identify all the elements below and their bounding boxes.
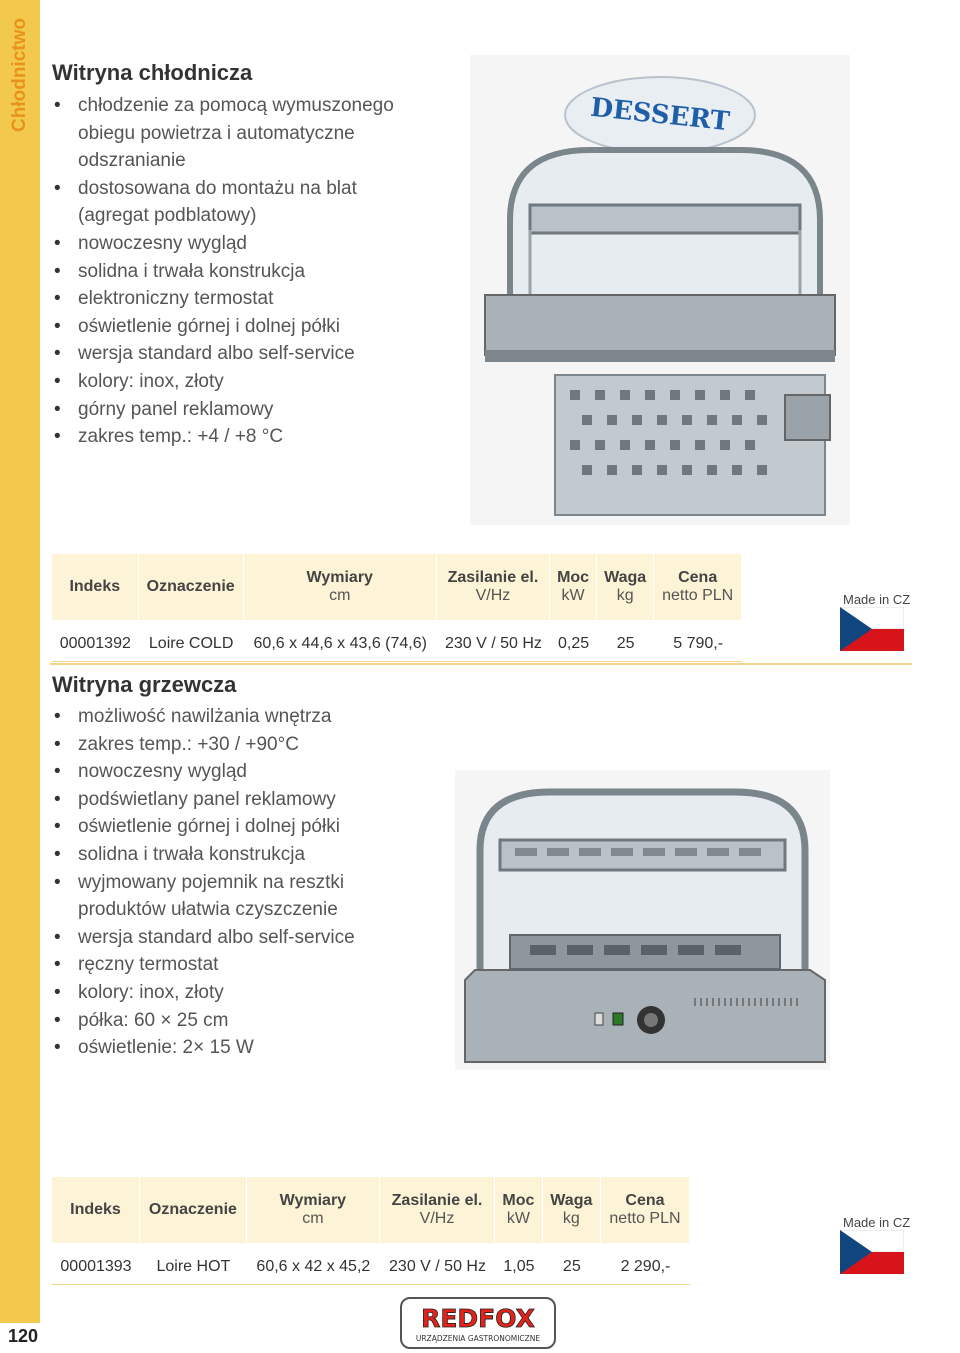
product-title: Witryna chłodnicza [52,60,253,85]
table-cell: 1,05 [495,1243,543,1285]
heated-display-case-image [455,770,830,1070]
dessert-sign: DESSERT [588,92,732,138]
table-cell: 5 790,- [654,620,742,662]
table-cell: 230 V / 50 Hz [380,1243,495,1285]
table-cell: Loire COLD [139,620,244,662]
feature-item: • możliwość nawilżania wnętrza [52,703,392,731]
table-cell: Loire HOT [140,1243,247,1285]
feature-item: • wersja standard albo self-service [52,340,412,368]
table-header-row [52,554,742,620]
table-row [52,620,742,662]
feature-item: • ręczny termostat [52,951,392,979]
made-in-label: Made in CZ [843,1215,911,1230]
section-tab-label: Chłodnictwo [9,18,30,132]
column-header: Moc kW [495,1177,543,1243]
feature-item: • oświetlenie górnej i dolnej półki [52,813,392,841]
table-cell: 00001393 [52,1243,140,1285]
logo-brand: REDFOX [421,1304,535,1333]
table-cell: 60,6 x 44,6 x 43,6 (74,6) [244,620,437,662]
feature-item: • kolory: inox, złoty [52,368,412,396]
czech-flag-icon [840,607,904,651]
feature-item: • nowoczesny wygląd [52,758,392,786]
table-cell: 25 [543,1243,601,1285]
feature-item: • kolory: inox, złoty [52,979,392,1007]
feature-item: • zakres temp.: +30 / +90°C [52,731,392,759]
column-header: Oznaczenie [139,554,244,620]
feature-item: • nowoczesny wygląd [52,230,412,258]
made-in-label: Made in CZ [843,592,911,607]
product-title: Witryna grzewcza [52,672,237,697]
czech-flag-icon [840,1230,904,1274]
feature-item: • dostosowana do montażu na blat (agregat podblatowy) [52,175,412,230]
section-divider [50,663,912,665]
feature-item: • zakres temp.: +4 / +8 °C [52,423,412,451]
spec-table [52,554,742,662]
table-cell: 2 290,- [601,1243,690,1285]
table-row [52,1243,690,1285]
column-header: Indeks [52,1177,140,1243]
redfox-logo [400,1297,556,1349]
feature-item: • solidna i trwała konstrukcja [52,841,392,869]
section-tab [0,0,40,1323]
feature-item: • oświetlenie górnej i dolnej półki [52,313,412,341]
table-cell: 230 V / 50 Hz [437,620,550,662]
column-header: Waga kg [543,1177,601,1243]
feature-item: • elektroniczny termostat [52,285,412,313]
column-header: Zasilanie el. V/Hz [437,554,550,620]
spec-table [52,1177,690,1285]
feature-item: • oświetlenie: 2× 15 W [52,1034,392,1062]
feature-list [52,703,392,1062]
column-header: Waga kg [597,554,654,620]
feature-item: • wersja standard albo self-service [52,924,392,952]
table-cell: 0,25 [550,620,597,662]
column-header: Wymiary cm [247,1177,380,1243]
page-number: 120 [8,1326,39,1346]
column-header: Cena netto PLN [601,1177,690,1243]
column-header: Indeks [52,554,139,620]
cooling-display-case-image [470,55,850,525]
table-cell: 25 [597,620,654,662]
feature-item: • podświetlany panel reklamowy [52,786,392,814]
column-header: Wymiary cm [244,554,437,620]
feature-item: • górny panel reklamowy [52,396,412,424]
column-header: Zasilanie el. V/Hz [380,1177,495,1243]
feature-list [52,92,412,451]
column-header: Moc kW [550,554,597,620]
feature-item: • półka: 60 × 25 cm [52,1007,392,1035]
column-header: Oznaczenie [140,1177,247,1243]
column-header: Cena netto PLN [654,554,742,620]
feature-item: • wyjmowany pojemnik na resztki produktów ułatwia czyszczenie [52,869,392,924]
table-cell: 60,6 x 42 x 45,2 [247,1243,380,1285]
feature-item: • chłodzenie za pomocą wymuszonego obiegu powietrza i automatyczne odszranianie [52,92,412,175]
logo-subtitle: URZĄDZENIA GASTRONOMICZNE [415,1334,541,1343]
feature-item: • solidna i trwała konstrukcja [52,258,412,286]
table-cell: 00001392 [52,620,139,662]
table-header-row [52,1177,690,1243]
